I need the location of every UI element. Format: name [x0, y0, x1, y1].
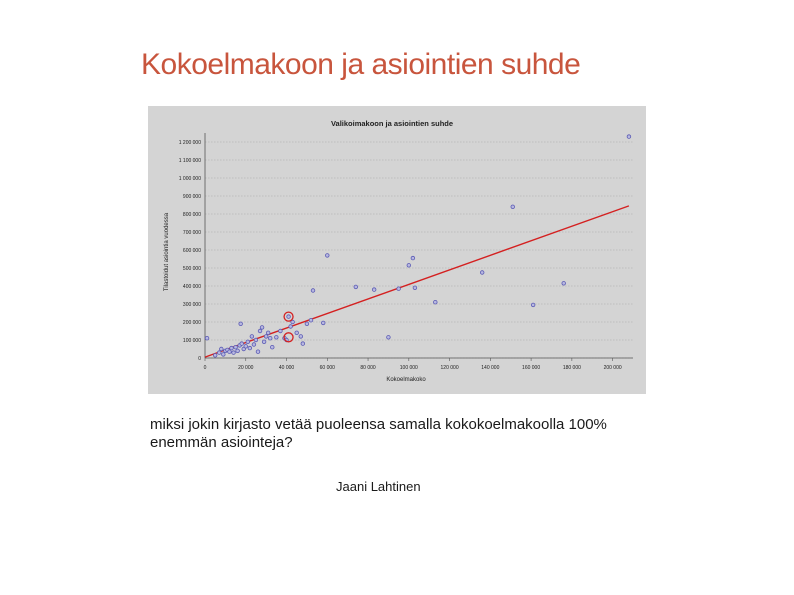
data-point: [627, 135, 631, 139]
data-point: [252, 343, 256, 347]
data-point: [230, 346, 234, 350]
data-point: [270, 345, 274, 349]
x-tick-label: 40 000: [278, 365, 295, 371]
data-point: [397, 287, 401, 291]
data-point: [387, 336, 391, 340]
x-tick-label: 60 000: [319, 365, 335, 371]
y-tick-label: 900 000: [182, 194, 201, 200]
slide-title: Kokoelmakoon ja asiointien suhde: [141, 48, 581, 81]
data-point: [354, 285, 358, 289]
data-point: [511, 205, 515, 209]
data-point: [299, 335, 303, 339]
chart-panel: [148, 106, 646, 394]
x-tick-label: 160 000: [522, 365, 541, 371]
data-point: [311, 289, 315, 293]
data-point: [321, 321, 325, 325]
data-point: [411, 256, 415, 260]
data-point: [222, 353, 226, 357]
data-point: [268, 336, 272, 340]
y-tick-label: 700 000: [182, 230, 201, 236]
y-tick-label: 300 000: [182, 302, 201, 308]
question-text: miksi jokin kirjasto vetää puoleensa samalla kokokoelmakoolla 100% enemmän asiointeja?: [150, 416, 607, 451]
x-tick-label: 140 000: [481, 365, 500, 371]
data-point: [295, 331, 299, 335]
data-point: [260, 326, 264, 330]
y-tick-label: 100 000: [182, 338, 201, 344]
data-point: [254, 338, 258, 342]
data-point: [232, 351, 236, 355]
x-tick-label: 180 000: [562, 365, 581, 371]
data-point: [264, 335, 268, 339]
data-point: [434, 300, 438, 304]
x-tick-label: 200 000: [603, 365, 622, 371]
data-point: [234, 345, 238, 349]
data-point: [325, 254, 329, 258]
data-point: [287, 315, 291, 319]
x-axis-label: Kokoelmakoko: [386, 377, 426, 383]
data-point: [246, 340, 250, 344]
data-point: [480, 271, 484, 275]
data-point: [279, 329, 283, 333]
data-point: [262, 340, 266, 344]
author-name: Jaani Lahtinen: [336, 479, 421, 494]
y-tick-label: 1 100 000: [178, 158, 201, 164]
data-point: [256, 350, 260, 354]
x-tick-label: 20 000: [238, 365, 254, 371]
data-point: [220, 347, 224, 351]
y-tick-label: 400 000: [182, 284, 201, 290]
data-point: [372, 288, 376, 292]
scatter-chart: [148, 106, 646, 394]
data-point: [531, 303, 535, 307]
data-point: [217, 351, 221, 355]
data-point: [239, 322, 243, 326]
data-point: [275, 336, 279, 340]
data-point: [301, 342, 305, 346]
data-point: [309, 318, 313, 322]
x-tick-label: 120 000: [440, 365, 459, 371]
chart-title: Valikoimakoon ja asiointien suhde: [330, 119, 454, 128]
x-tick-label: 100 000: [399, 365, 418, 371]
data-point: [413, 286, 417, 290]
data-point: [407, 264, 411, 268]
data-point: [240, 342, 244, 346]
y-tick-label: 1 000 000: [178, 176, 201, 182]
data-point: [236, 349, 240, 353]
data-point: [266, 331, 270, 335]
y-tick-label: 200 000: [182, 320, 201, 326]
y-tick-label: 800 000: [182, 212, 201, 218]
data-point: [248, 346, 252, 350]
data-point: [205, 336, 209, 340]
y-tick-label: 0: [198, 356, 201, 362]
data-point: [228, 350, 232, 354]
data-point: [250, 335, 254, 339]
data-point: [562, 282, 566, 286]
data-point: [244, 345, 248, 349]
x-tick-label: 80 000: [360, 365, 376, 371]
y-axis-label: Tilastoidut asiointia vuodessa: [164, 212, 170, 292]
y-tick-label: 600 000: [182, 248, 201, 254]
data-point: [213, 354, 217, 358]
y-tick-label: 1 200 000: [178, 140, 201, 146]
data-point: [289, 325, 293, 329]
x-tick-label: 0: [203, 365, 207, 371]
data-point: [305, 322, 309, 326]
data-point: [258, 329, 262, 333]
y-tick-label: 500 000: [182, 266, 201, 272]
